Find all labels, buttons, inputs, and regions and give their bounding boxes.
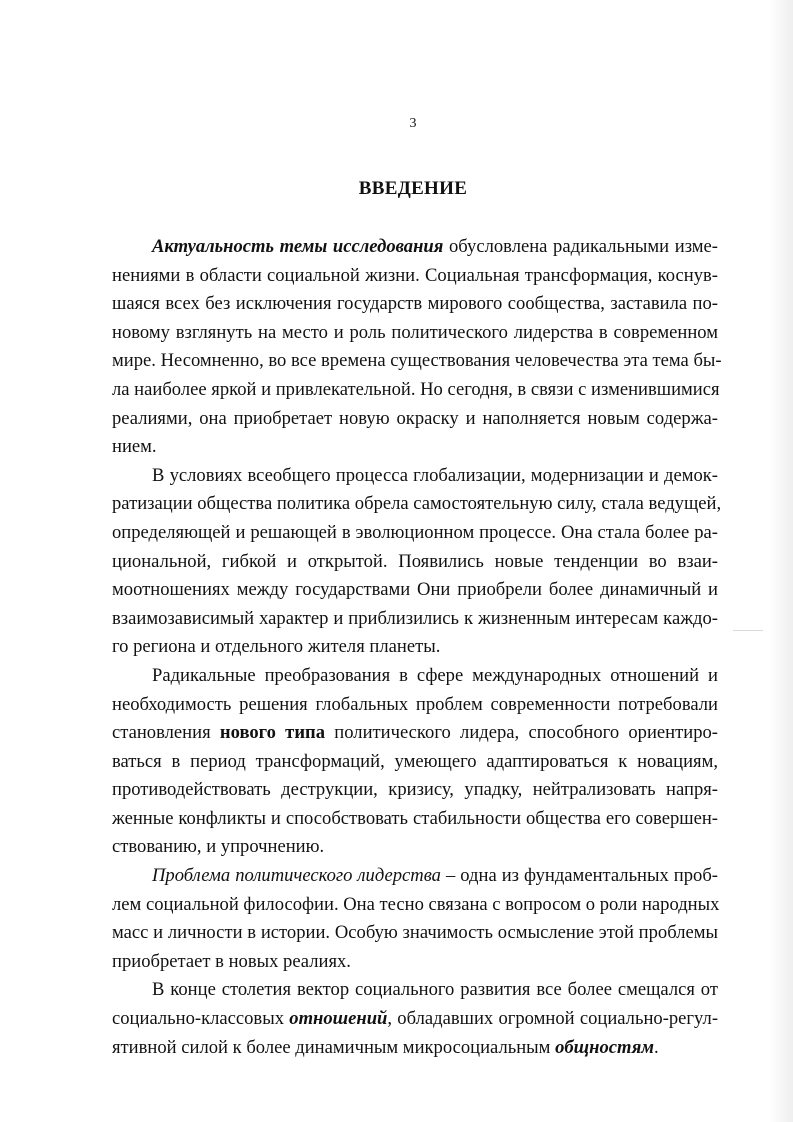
text-line: противодействовать деструкции, кризису, упадку, нейтрализовать напря- [112, 779, 718, 801]
text-line: нениями в области социальной жизни. Социальная трансформация, коснув- [112, 264, 718, 286]
text-line: ваться в период трансформаций, умеющего адаптироваться к новациям, [112, 750, 718, 772]
emphasis-term: нового типа [219, 722, 326, 744]
page-number: 3 [409, 116, 417, 131]
text-fragment: политического лидера, способного ориентиро- [325, 722, 718, 744]
text-fragment: – одна из фундаментальных проб- [440, 865, 718, 887]
text-line: нием. [112, 436, 157, 458]
text-line [112, 1034, 718, 1063]
text-line: В конце столетия вектор социального развития все более смещался от [152, 979, 718, 1001]
text-line: новому взглянуть на место и роль политического лидерства в современном [112, 321, 718, 343]
emphasis-term: Проблема политического лидерства [152, 865, 441, 887]
text-line: взаимозависимый характер и приблизились к жизненным интересам каждо- [112, 607, 718, 629]
scan-artifact [733, 630, 763, 631]
text-fragment: становления [112, 722, 220, 744]
text-line: женные конфликты и способствовать стабильности общества его совершен- [112, 807, 718, 829]
text-line: ствованию, и упрочнению. [112, 836, 325, 858]
text-line: го региона и отдельного жителя планеты. [112, 636, 441, 658]
text-fragment: ятивной силой к более динамичным микросоциальным [112, 1036, 556, 1058]
emphasis-term: общностям [555, 1036, 655, 1058]
text-line: Радикальные преобразования в сфере международных отношений и [152, 664, 718, 686]
document-body [112, 233, 722, 1062]
text-line: приобретает в новых реалиях. [112, 950, 351, 972]
text-line: моотношениях между государствами Они приобрели более динамичный и [112, 579, 718, 601]
text-line: определяющей и решающей в эволюционном процессе. Она стала более ра- [112, 521, 718, 543]
text-line: реалиями, она приобретает новую окраску и наполняется новым содержа- [112, 407, 718, 429]
page-title: ВВЕДЕНИЕ [358, 178, 468, 199]
text-line: В условиях всеобщего процесса глобализации, модернизации и демок- [152, 464, 718, 486]
text-line: лем социальной философии. Она тесно связана с вопросом о роли народных [112, 893, 720, 915]
text-line: ла наиболее яркой и привлекательной. Но сегодня, в связи с изменившимися [112, 378, 720, 400]
text-line [112, 1005, 718, 1034]
scan-edge-shadow [769, 0, 793, 1122]
text-line [112, 862, 718, 891]
text-fragment: обусловлена радикальными изме- [443, 236, 718, 257]
text-line: циональной, гибкой и открытой. Появились новые тенденции во взаи- [112, 550, 718, 572]
text-fragment: , обладавших огромной социально-регул- [387, 1008, 719, 1030]
text-line [112, 233, 718, 262]
text-fragment: . [654, 1036, 659, 1058]
text-fragment: социально-классовых [112, 1008, 290, 1030]
text-line: мире. Несомненно, во все времена существования человечества эта тема бы- [112, 350, 722, 372]
text-line: шаяся всех без исключения государств мирового сообщества, заставила по- [112, 293, 718, 315]
text-line: масс и личности в истории. Особую значимость осмысление этой проблемы [112, 922, 718, 944]
text-line [112, 719, 718, 748]
text-line: необходимость решения глобальных проблем современности потребовали [112, 693, 718, 715]
emphasis-term: Актуальность темы исследования [152, 236, 444, 257]
emphasis-term: отношений [289, 1008, 388, 1030]
text-line: ратизации общества политика обрела самостоятельную силу, стала ведущей, [112, 493, 722, 515]
